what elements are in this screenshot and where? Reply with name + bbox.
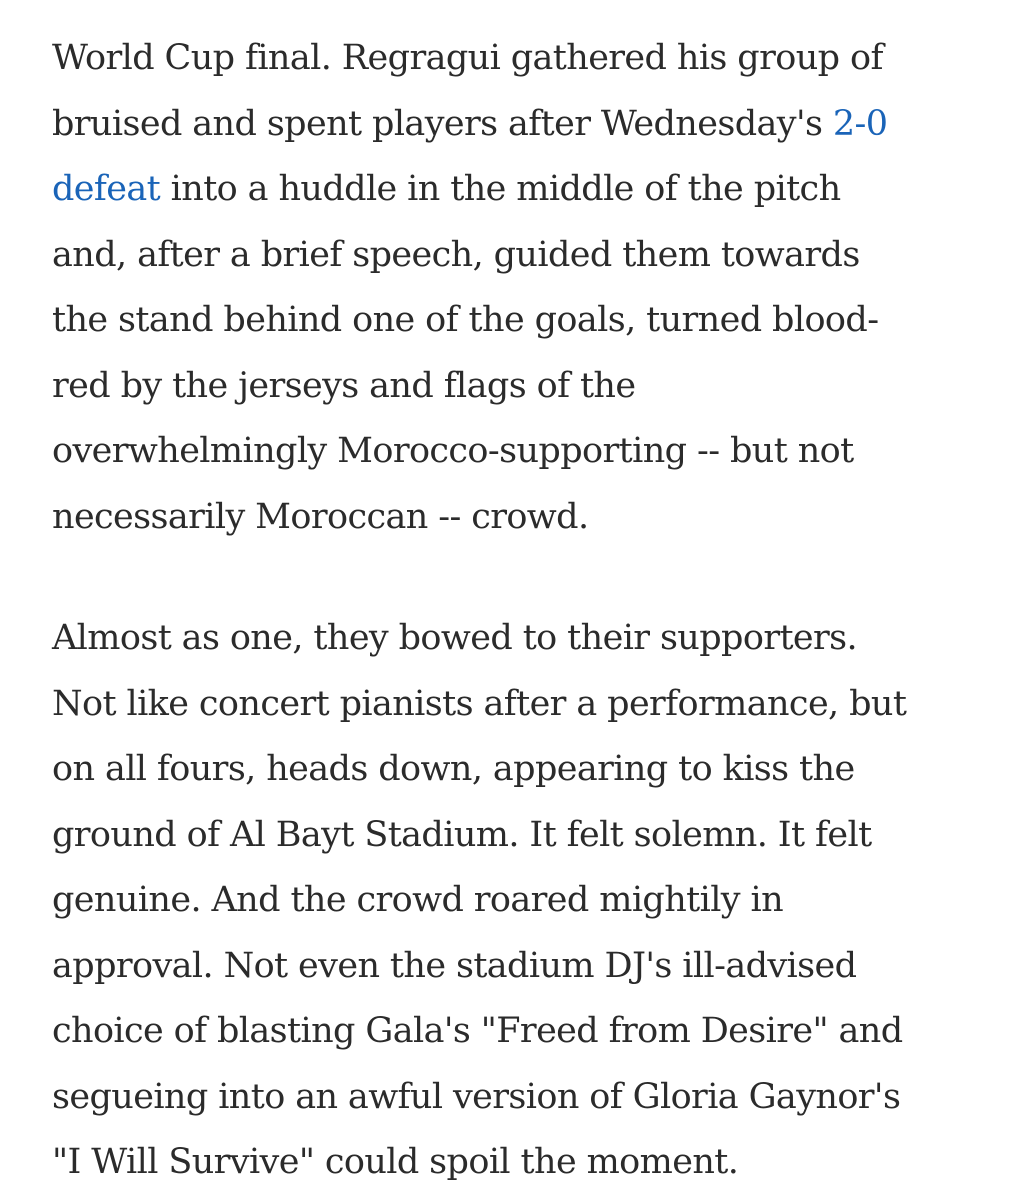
- paragraph-players-bowed: [52, 606, 972, 1196]
- text-line: red by the jerseys and flags of the: [52, 365, 636, 406]
- text-line: necessarily Moroccan -- crowd.: [52, 496, 589, 537]
- text-line: the stand behind one of the goals, turned blood-: [52, 300, 879, 340]
- text-line: ground of Al Bayt Stadium. It felt solemn. It felt: [52, 814, 872, 855]
- text-segment: into a huddle in the middle of the pitch: [170, 169, 841, 209]
- text-line: segueing into an awful version of Gloria Gaynor's: [52, 1076, 901, 1117]
- text-segment: bruised and spent players after Wednesday's: [52, 103, 833, 144]
- text-line: genuine. And the crowd roared mightily in: [52, 880, 784, 920]
- text-line: [52, 157, 972, 223]
- text-line: choice of blasting Gala's "Freed from Desire" and: [52, 1011, 903, 1051]
- defeat-story-link[interactable]: 2-0: [832, 103, 888, 144]
- text-line: Almost as one, they bowed to their supporters.: [52, 618, 858, 658]
- text-line: "I Will Survive" could spoil the moment.: [52, 1142, 739, 1182]
- defeat-story-link-continued[interactable]: defeat: [52, 169, 161, 209]
- article-body: [52, 26, 972, 1196]
- paragraph-world-cup-final: [52, 26, 972, 550]
- text-line: and, after a brief speech, guided them towards: [52, 234, 860, 275]
- text-line: on all fours, heads down, appearing to kiss the: [52, 749, 855, 789]
- text-line: Not like concert pianists after a performance, but: [52, 683, 907, 724]
- text-line: overwhelmingly Morocco-supporting -- but not: [52, 431, 854, 471]
- text-line: [52, 92, 972, 158]
- text-line: World Cup final. Regragui gathered his group of: [52, 38, 883, 78]
- text-line: approval. Not even the stadium DJ's ill-advised: [52, 945, 857, 986]
